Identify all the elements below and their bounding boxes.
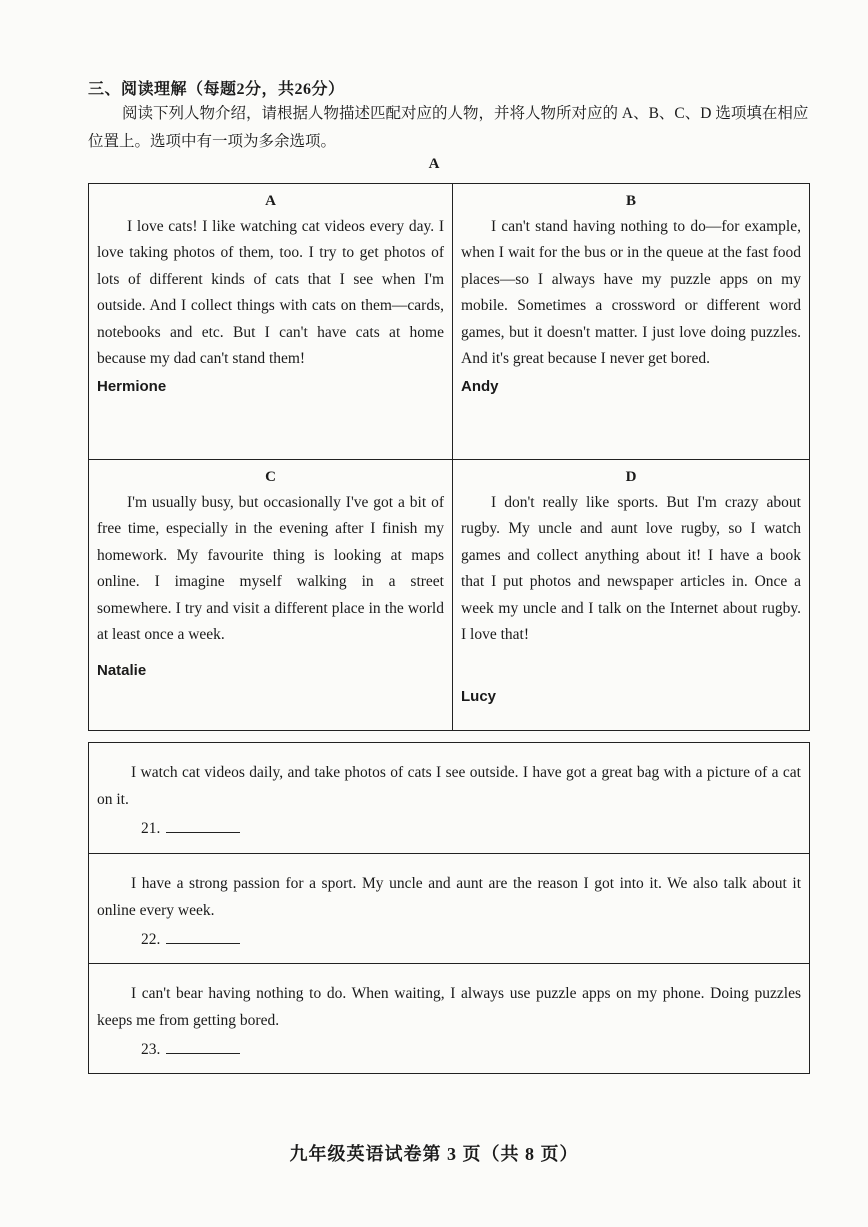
page-footer: 九年级英语试卷第 3 页（共 8 页） <box>289 1144 579 1164</box>
person-name: Andy <box>461 378 499 396</box>
question-number: 23. <box>141 1041 161 1058</box>
person-card-c <box>89 460 453 730</box>
section-title: 三、阅读理解（每题2分，共26分） <box>88 81 345 98</box>
questions-box <box>88 742 810 1074</box>
person-description: I'm usually busy, but occasionally I've got a bit of free time, especially in the evening after I finish my homework. My favourite thing is looking at maps online. I imagine myself walking in a street somewhere. I try and visit a different place in the world at least once a week. <box>97 494 444 644</box>
person-letter: C <box>265 469 276 485</box>
person-card-b <box>453 184 809 460</box>
person-letter: B <box>625 193 636 209</box>
person-card-a <box>89 184 453 460</box>
answer-row <box>97 926 801 953</box>
answer-row <box>97 815 801 842</box>
answer-blank[interactable] <box>166 1037 240 1054</box>
answer-blank[interactable] <box>166 927 240 944</box>
part-label: A <box>428 156 440 172</box>
question-number: 21. <box>141 820 161 837</box>
answer-blank[interactable] <box>166 816 240 833</box>
person-name: Lucy <box>461 688 497 706</box>
answer-row <box>97 1036 801 1063</box>
question-text: I can't bear having nothing to do. When waiting, I always use puzzle apps on my phone. Doing puzzles keeps me from getting bored. <box>97 985 801 1029</box>
person-description: I can't stand having nothing to do—for example, when I wait for the bus or in the queue at the fast food places—so I always have my puzzle apps on my mobile. Sometimes a crossword or different word games, but it doesn't matter. I just love doing puzzles. And it's great because I never get bored. <box>461 218 801 368</box>
question-23 <box>89 963 809 1073</box>
person-name: Natalie <box>97 662 147 680</box>
question-number: 22. <box>141 931 161 948</box>
person-letter: D <box>625 469 637 485</box>
person-description: I love cats! I like watching cat videos every day. I love taking photos of them, too. I try to get photos of lots of different kinds of cats that I see when I'm outside. And I collect things with cats on them—cards, notebooks and etc. But I can't have cats at home because my dad can't stand them! <box>97 218 444 368</box>
question-text: I watch cat videos daily, and take photos of cats I see outside. I have got a great bag with a picture of a cat on it. <box>97 764 801 808</box>
question-22 <box>89 853 809 963</box>
person-description: I don't really like sports. But I'm crazy about rugby. My uncle and aunt love rugby, so I watch games and collect anything about it! I have a book that I put photos and newspaper articles in. Once a week my uncle and I talk on the Internet about rugby. I love that! <box>461 494 801 644</box>
question-text: I have a strong passion for a sport. My uncle and aunt are the reason I got into it. We also talk about it online every week. <box>97 875 801 919</box>
question-21 <box>89 743 809 853</box>
person-letter: A <box>265 193 276 209</box>
section-instruction: 阅读下列人物介绍，请根据人物描述匹配对应的人物，并将人物所对应的 A、B、C、D 选项填在相应位置上。选项中有一项为多余选项。 <box>88 105 809 150</box>
person-name: Hermione <box>97 378 167 396</box>
people-grid <box>88 183 810 731</box>
person-card-d <box>453 460 809 730</box>
